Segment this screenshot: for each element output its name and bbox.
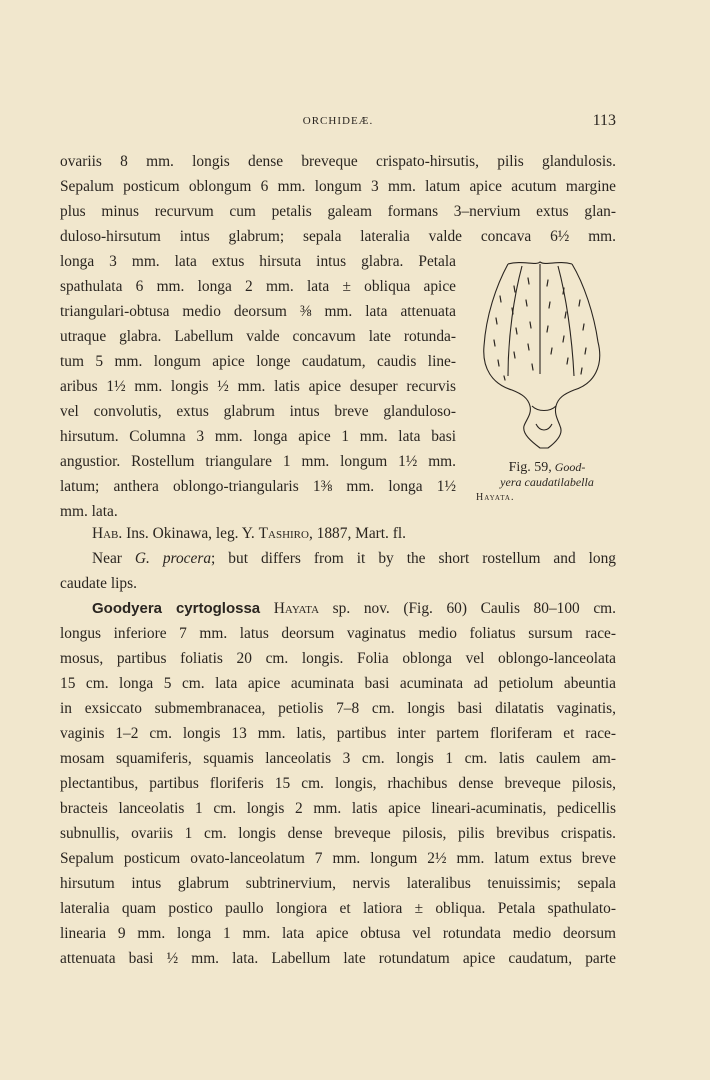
species-heading-line <box>92 599 616 618</box>
figure-genus-part2: yera <box>500 475 522 489</box>
page-header <box>60 112 616 134</box>
running-title: ORCHIDEÆ. <box>302 115 374 127</box>
page-number: 113 <box>592 112 616 129</box>
note-part1: Near <box>92 550 135 567</box>
hab-collector: Tashiro <box>258 525 309 542</box>
text-line: utraque glabra. Labellum valde concavum late rotunda- <box>60 328 456 345</box>
note-taxon: G. procera <box>134 550 212 567</box>
text-line: mosus, partibus foliatis 20 cm. longis. Folia oblonga vel oblongo-lanceolata <box>60 650 616 667</box>
text-line: plus minus recurvum cum petalis galeam formans 3–nervium extus glan- <box>60 203 616 220</box>
labellum-illustration <box>478 256 610 456</box>
figure-author: Hayata. <box>476 492 515 503</box>
text-line: linearia 9 mm. longa 1 mm. lata apice obtusa vel rotundata medio deorsum <box>60 925 616 942</box>
text-line: ovariis 8 mm. longis dense breveque crispato-hirsutis, pilis glandulosis. <box>60 153 616 170</box>
note-line <box>92 549 616 568</box>
figure-genus-part1: Good- <box>554 460 586 474</box>
text-line: mm. lata. <box>60 503 118 520</box>
text-line: angustior. Rostellum triangulare 1 mm. longum 1½ mm. <box>60 453 456 470</box>
text-line: hirsutum. Columna 3 mm. longa apice 1 mm. lata basi <box>60 428 456 445</box>
text-line: spathulata 6 mm. longa 2 mm. lata ± obliqua apice <box>60 278 456 295</box>
hab-abbr: Hab. <box>92 525 123 542</box>
note-part2: ; but differs from it by the short rostellum and long <box>211 550 616 567</box>
text-line: Sepalum posticum ovato-lanceolatum 7 mm. longum 2½ mm. latum extus breve <box>60 850 616 867</box>
text-line: tum 5 mm. longum apice longe caudatum, caudis line- <box>60 353 456 370</box>
species-heading-rest: sp. nov. (Fig. 60) Caulis 80–100 cm. <box>319 600 616 617</box>
text-line: 15 cm. longa 5 cm. lata apice acuminata basi acuminata ad petiolum abeuntia <box>60 675 616 692</box>
text-line: mosam squamiferis, squamis lanceolatis 3 cm. longis 1 cm. latis caulem am- <box>60 750 616 767</box>
text-line: latum; anthera oblongo-triangularis 1⅜ mm. longa 1½ <box>60 478 456 495</box>
species-name: Goodyera cyrtoglossa <box>92 600 261 617</box>
hab-text-end: , 1887, Mart. fl. <box>308 525 407 542</box>
figure-species: caudatilabella <box>524 475 594 489</box>
text-line: aribus 1½ mm. longis ½ mm. latis apice desuper recurvis <box>60 378 456 395</box>
note-line-2: caudate lips. <box>60 575 137 592</box>
text-line: Sepalum posticum oblongum 6 mm. longum 3 mm. latum apice acutum margine <box>60 178 616 195</box>
species-author: Hayata <box>273 600 320 617</box>
text-line: bracteis lanceolatis 1 cm. longis 2 mm. latis apice lineari-acuminatis, pedicellis <box>60 800 616 817</box>
text-line: vel convolutis, extus glabrum intus breve glanduloso- <box>60 403 456 420</box>
text-line: duloso-hirsutum intus glabrum; sepala lateralia valde concava 6½ mm. <box>60 228 616 245</box>
text-line: lateralia quam postico paullo longiora et latiora ± obliqua. Petala spathulato- <box>60 900 616 917</box>
hab-text: Ins. Okinawa, leg. Y. <box>122 525 259 542</box>
text-line: attenuata basi ½ mm. lata. Labellum late rotundatum apice caudatum, parte <box>60 950 616 967</box>
text-line: triangulari-obtusa medio deorsum ⅜ mm. lata attenuata <box>60 303 456 320</box>
text-line: longa 3 mm. lata extus hirsuta intus glabra. Petala <box>60 253 456 270</box>
text-line: hirsutum intus glabrum subtrinervium, nervis lateralibus tenuissimis; sepala <box>60 875 616 892</box>
text-line: longus inferiore 7 mm. latus deorsum vaginatus medio foliatus sursum race- <box>60 625 616 642</box>
figure-label: Fig. 59, <box>508 460 552 475</box>
text-line: plectantibus, partibus floriferis 15 cm. longis, rhachibus dense breveque pilosis, <box>60 775 616 792</box>
text-line: subnullis, ovariis 1 cm. longis dense breveque pilosis, pilis brevibus crispatis. <box>60 825 616 842</box>
figure-caption <box>474 460 620 505</box>
text-line: vaginis 1–2 cm. longis 13 mm. latis, partibus inter partem floriferam et race- <box>60 725 616 742</box>
text-line: in exsiccato submembranacea, petiolis 7–8 cm. longis basi dilatatis vaginatis, <box>60 700 616 717</box>
habitat-line <box>92 524 616 543</box>
